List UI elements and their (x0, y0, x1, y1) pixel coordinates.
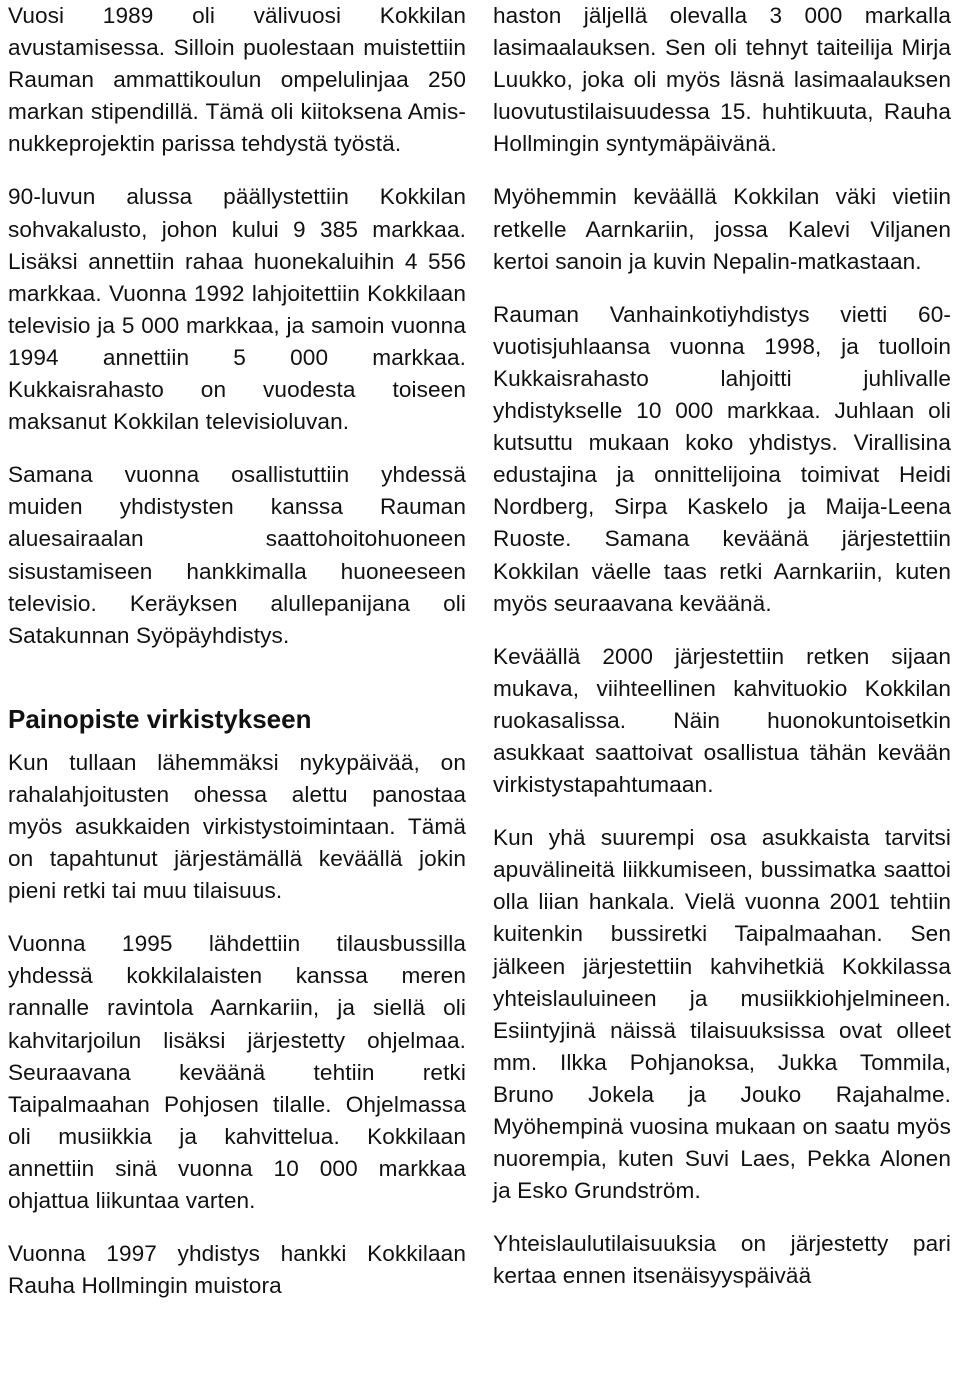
paragraph: Kun yhä suurempi osa asukkaista tarvitsi apuvälineitä liikkumiseen, bussimatka saattoi olla liian hankala. Vielä vuonna 2001 tehtiin kuitenkin bussiretki Taipalmaahan. Sen jälkeen järjestettiin kahvihetkiä Kokkilassa yhteislauluineen ja musiikkiohjelmineen. Esiintyjinä näissä tilaisuuksissa ovat olleet mm. Ilkka Pohjanoksa, Jukka Tommila, Bruno Jokela ja Jouko Rajahalme. Myöhempinä vuosina mukaan on saatu myös nuorempia, kuten Suvi Laes, Pekka Alonen ja Esko Grundström. (493, 825, 951, 1204)
paragraph: Myöhemmin keväällä Kokkilan väki vietiin retkelle Aarnkariin, jossa Kalevi Viljanen kertoi sanoin ja kuvin Nepalin-matkastaan. (493, 184, 951, 274)
right-column (493, 0, 951, 1313)
paragraph: Vuonna 1995 lähdettiin tilausbussilla yhdessä kokkilalaisten kanssa meren rannalle ravintola Aarnkariin, ja siellä oli kahvitarjoilun lisäksi järjestetty ohjelmaa. Seuraavana keväänä tehtiin retki Taipalmaahan Pohjosen tilalle. Ohjelmassa oli musiikkia ja kahvittelua. Kokkilaan annettiin sinä vuonna 10 000 markkaa ohjattua liikuntaa varten. (8, 931, 466, 1213)
paragraph: 90-luvun alussa päällystettiin Kokkilan sohvakalusto, johon kului 9 385 markkaa. Lisäksi annettiin rahaa huonekaluihin 4 556 markkaa. Vuonna 1992 lahjoitettiin Kokkilaan televisio ja 5 000 markkaa, ja samoin vuonna 1994 annettiin 5 000 markkaa. Kukkaisrahasto on vuodesta toiseen maksanut Kokkilan televisioluvan. (8, 184, 466, 435)
left-column (8, 0, 466, 1323)
paragraph: Yhteislaulutilaisuuksia on järjestetty pari kertaa ennen itsenäisyyspäivää (493, 1231, 951, 1289)
paragraph: Keväällä 2000 järjestettiin retken sijaan mukava, viihteellinen kahvituokio Kokkilan ruokasalissa. Näin huonokuntoisetkin asukkaat saattoivat osallistua tähän kevään virkistystapahtumaan. (493, 643, 951, 798)
paragraph: Samana vuonna osallistuttiin yhdessä muiden yhdistysten kanssa Rauman aluesairaalan saattohoitohuoneen sisustamiseen hankkimalla huoneeseen televisio. Keräyksen alullepanijana oli Satakunnan Syöpäyhdistys. (8, 462, 466, 648)
paragraph: haston jäljellä olevalla 3 000 markalla lasimaalauksen. Sen oli tehnyt taiteilija Mirja Luukko, joka oli myös läsnä lasimaalauksen luovutustilaisuudessa 15. huhtikuuta, Rauha Hollmingin syntymäpäivänä. (493, 3, 951, 157)
section-heading: Painopiste virkistykseen (8, 703, 312, 734)
paragraph: Vuosi 1989 oli välivuosi Kokkilan avustamisessa. Silloin puolestaan muistettiin Rauman ammattikoulun ompelulinjaa 250 markan stipendillä. Tämä oli kiitoksena Amis-nukkeprojektin parissa tehdystä työstä. (8, 3, 466, 157)
paragraph: Rauman Vanhainkotiyhdistys vietti 60-vuotisjuhlaansa vuonna 1998, ja tuolloin Kukkaisrahasto lahjoitti juhlivalle yhdistykselle 10 000 markkaa. Juhlaan oli kutsuttu mukaan koko yhdistys. Virallisina edustajina ja onnittelijoina toimivat Heidi Nordberg, Sirpa Kaskelo ja Maija-Leena Ruoste. Samana keväänä järjestettiin Kokkilan väelle taas retki Aarnkariin, kuten myös seuraavana keväänä. (493, 301, 951, 616)
paragraph: Vuonna 1997 yhdistys hankki Kokkilaan Rauha Hollmingin muistora (8, 1241, 466, 1299)
paragraph: Kun tullaan lähemmäksi nykypäivää, on rahalahjoitusten ohessa alettu panostaa myös asukkaiden virkistystoimintaan. Tämä on tapahtunut järjestämällä keväällä jokin pieni retki tai muu tilaisuus. (8, 749, 466, 904)
